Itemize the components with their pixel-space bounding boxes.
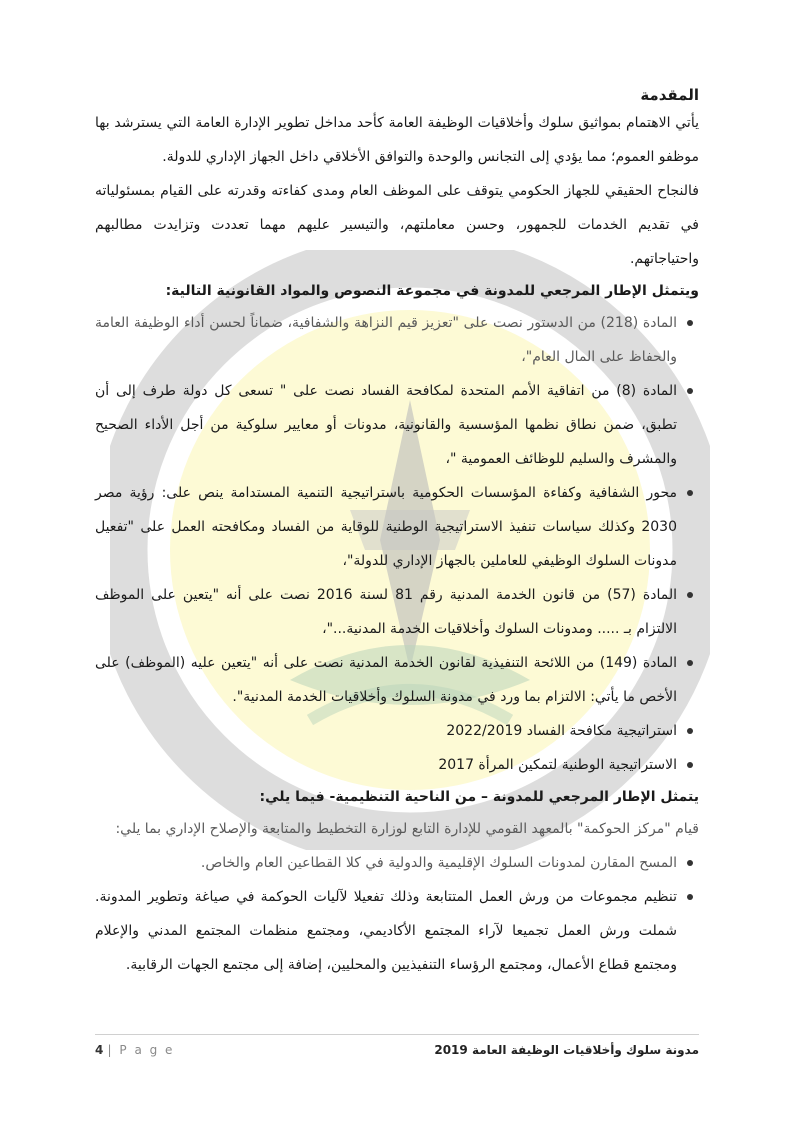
list-item: المادة (149) من اللائحة التنفيذية لقانون الخدمة المدنية نصت على أنه "يتعين عليه (الموظف) على الأخص ما يأتي: الالتزام بما ورد في مدونة السلوك وأخلاقيات الخدمة المدنية". [95,646,677,714]
organizational-framework-heading: يتمثل الإطار المرجعي للمدونة – من الناحية التنظيمية- فيما يلي: [259,789,699,805]
footer-document-title: مدونة سلوك وأخلاقيات الوظيفة العامة 2019 [434,1043,699,1057]
list-item: المسح المقارن لمدونات السلوك الإقليمية والدولية في كلا القطاعين العام والخاص. [95,846,677,880]
page-number-label [95,1043,174,1057]
organizational-intro: قيام "مركز الحوكمة" بالمعهد القومي للإدارة التابع لوزارة التخطيط والمتابعة والإصلاح الإداري بما يلي: [115,821,699,837]
legal-framework-list [95,306,699,782]
document-body [95,84,699,982]
list-item: المادة (8) من اتفاقية الأمم المتحدة لمكافحة الفساد نصت على " تسعى كل دولة طرف إلى أن تطبق، ضمن نطاق نظمها المؤسسية والقانونية، مدونات أو معايير سلوكية من أجل الأداء الصحيح والمشرف والسليم للوظائف العمومية "، [95,374,677,476]
list-item: استراتيجية مكافحة الفساد 2022/2019 [95,714,677,748]
section-title: المقدمة [640,86,699,104]
list-item: المادة (218) من الدستور نصت على "تعزيز قيم النزاهة والشفافية، ضماناً لحسن أداء الوظيفة العامة والحفاظ على المال العام"، [95,306,677,374]
list-item: الاستراتيجية الوطنية لتمكين المرأة 2017 [95,748,677,782]
list-item: تنظيم مجموعات من ورش العمل المتتابعة وذلك تفعيلا لآليات الحوكمة في صياغة وتطوير المدونة. شملت ورش العمل تجميعا لآراء المجتمع الأكاديمي، ومجتمع منظمات المجتمع المدني والإعلام ومجتمع قطاع الأعمال، ومجتمع الرؤساء التنفيذيين والمحليين، إضافة إلى مجتمع الجهات الرقابية. [95,880,677,982]
page-word: | P a g e [107,1043,175,1057]
page-number: 4 [95,1043,104,1057]
list-item: محور الشفافية وكفاءة المؤسسات الحكومية باستراتيجية التنمية المستدامة ينص على: رؤية مصر 2030 وكذلك سياسات تنفيذ الاستراتيجية الوطنية للوقاية من الفساد ومكافحته العمل على "تفعيل مدونات السلوك الوظيفي للعاملين بالجهاز الإداري للدولة"، [95,476,677,578]
list-item: المادة (57) من قانون الخدمة المدنية رقم 81 لسنة 2016 نصت على أنه "يتعين على الموظف الالتزام بـ ..... ومدونات السلوك وأخلاقيات الخدمة المدنية..."، [95,578,677,646]
page-footer [95,1034,699,1065]
legal-framework-heading: ويتمثل الإطار المرجعي للمدونة في مجموعة النصوص والمواد القانونية التالية: [165,283,699,299]
intro-paragraph-2: فالنجاح الحقيقي للجهاز الحكومي يتوقف على الموظف العام ومدى كفاءته وقدرته على القيام بمسئولياته في تقديم الخدمات للجمهور، وحسن معاملتهم، والتيسير عليهم مهما تعددت وتزايدت مطالبهم واحتياجاتهم. [95,183,699,267]
intro-paragraph-1: يأتي الاهتمام بمواثيق سلوك وأخلاقيات الوظيفة العامة كأحد مداخل تطوير الإدارة العامة التي يسترشد بها موظفو العموم؛ مما يؤدي إلى التجانس والوحدة والتوافق الأخلاقي داخل الجهاز الإداري للدولة. [95,115,699,165]
organizational-framework-list [95,846,699,982]
